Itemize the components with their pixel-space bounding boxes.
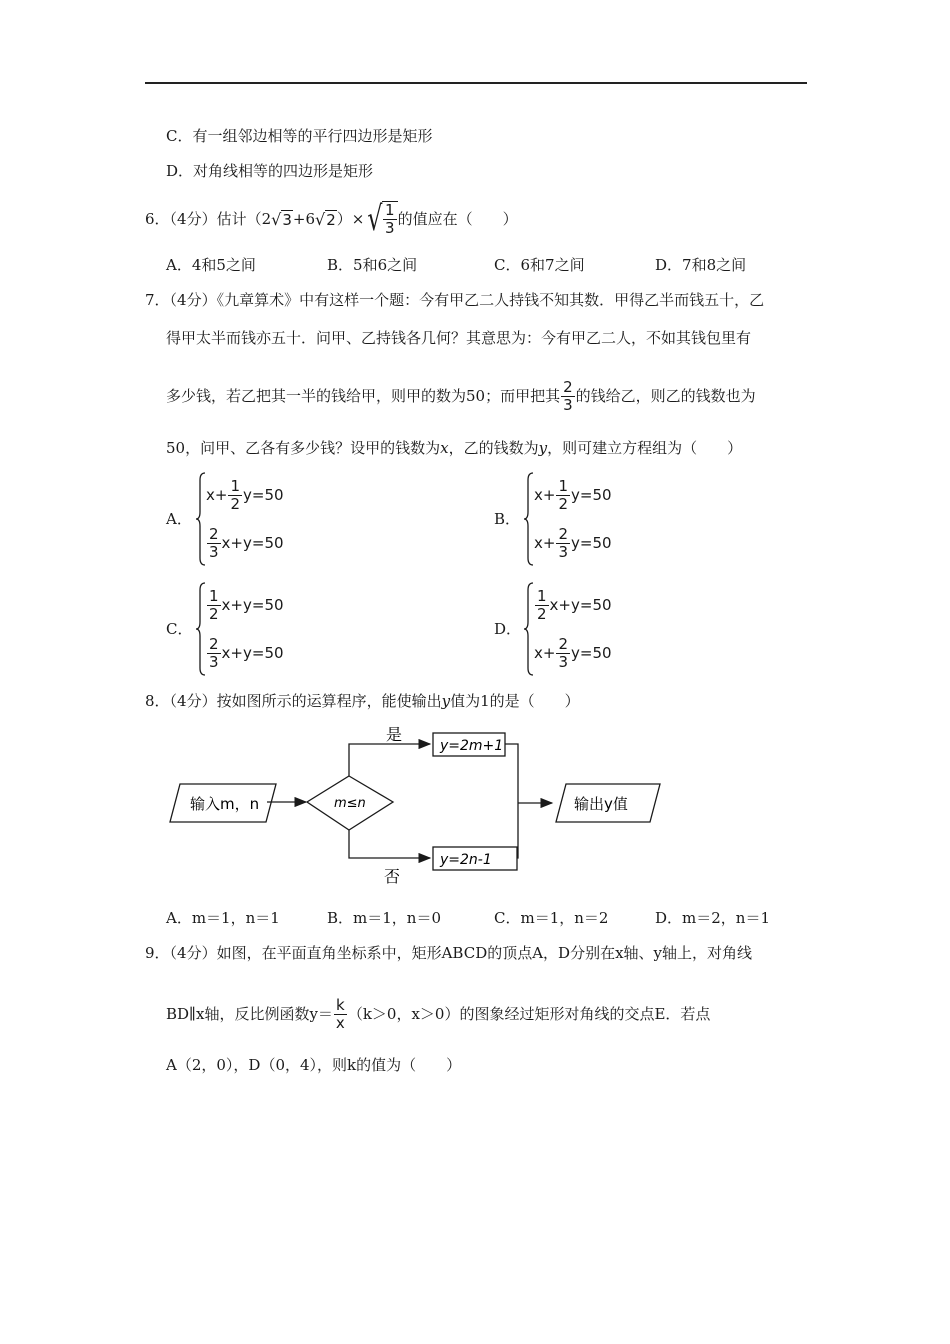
q7-line-3a: 多少钱，若乙把其一半的钱给甲，则甲的数为50；而甲把其 xyxy=(166,387,561,405)
yes-branch xyxy=(349,744,430,776)
sqrt-3: √ 3 xyxy=(271,209,292,229)
q6-plus: +6 xyxy=(292,210,316,228)
input-label: 输入m，n xyxy=(190,795,260,813)
q8-option-b: B．m＝1，n＝0 xyxy=(327,909,441,927)
eq-suffix: x+y=50 xyxy=(549,596,612,614)
eq-suffix: x+y=50 xyxy=(221,596,284,614)
q7-frac-den: 3 xyxy=(563,395,573,414)
equation xyxy=(534,472,612,518)
q7-line-4b: ，乙的钱数为 xyxy=(448,439,539,457)
q7-line-2: 得甲太半而钱亦五十．问甲、乙持钱各几何？其意思为：今有甲乙二人，不如其钱包里有 xyxy=(166,329,752,347)
eq-frac-num: 2 xyxy=(558,634,568,653)
q6-option-a: A．4和5之间 xyxy=(166,256,256,274)
equation xyxy=(534,520,612,566)
q5-option-c: C．有一组邻边相等的平行四边形是矩形 xyxy=(166,127,433,145)
equation xyxy=(206,520,284,566)
q8-flowchart xyxy=(160,720,670,890)
equation xyxy=(206,582,284,628)
q6-prefix: 6．（4分）估计（2 xyxy=(145,210,272,228)
q6-frac-den: 3 xyxy=(385,219,395,237)
eq-frac-num: 2 xyxy=(558,524,568,543)
brace-icon xyxy=(196,472,206,566)
eq-frac-den: 2 xyxy=(230,494,240,513)
q6-frac-num: 1 xyxy=(385,201,395,219)
eq-prefix: x+ xyxy=(206,486,228,504)
eq-frac-den: 3 xyxy=(558,652,568,671)
brace-icon xyxy=(524,472,534,566)
q7-line-1: 7．（4分）《九章算术》中有这样一个题：今有甲乙二人持钱不知其数．甲得乙半而钱五十，乙 xyxy=(145,291,765,309)
q9-frac-k: k xyxy=(336,995,345,1014)
q8-option-d: D．m＝2，n＝1 xyxy=(655,909,770,927)
eq-frac-num: 1 xyxy=(230,476,240,495)
q6-radicand-2: 2 xyxy=(326,210,336,229)
equation xyxy=(534,582,612,628)
box-top-label: y=2m+1 xyxy=(440,738,504,754)
eq-frac-num: 1 xyxy=(209,586,219,605)
eq-prefix: x+ xyxy=(534,534,556,552)
q7-frac-num: 2 xyxy=(563,377,573,396)
q6-option-d: D．7和8之间 xyxy=(655,256,747,274)
q8-stem-y: y xyxy=(441,692,451,710)
brace-icon xyxy=(196,582,206,676)
q5-option-d: D．对角线相等的四边形是矩形 xyxy=(166,162,374,180)
q7-line-4c: ，则可建立方程组为（ ） xyxy=(547,439,743,457)
q6-radicand-1: 3 xyxy=(282,210,292,229)
q8-stem xyxy=(145,691,580,711)
q7-line-4a: 50，问甲、乙各有多少钱？设甲的钱数为 xyxy=(166,439,441,457)
eq-frac-den: 3 xyxy=(209,542,219,561)
q9-frac-x: x xyxy=(335,1013,345,1032)
merge-line xyxy=(505,744,518,858)
eq-frac-den: 2 xyxy=(558,494,568,513)
equation xyxy=(534,630,612,676)
q7-line-3b: 的钱给乙，则乙的钱数也为 xyxy=(575,387,756,405)
q6-stem xyxy=(145,196,518,242)
q8-option-a: A．m＝1，n＝1 xyxy=(166,909,280,927)
option-label: C． xyxy=(166,620,193,638)
eq-frac-num: 2 xyxy=(209,524,219,543)
equation xyxy=(206,630,284,676)
eq-prefix: x+ xyxy=(534,486,556,504)
eq-suffix: y=50 xyxy=(571,534,612,552)
brace-icon xyxy=(524,582,534,676)
eq-frac-den: 3 xyxy=(209,652,219,671)
q7-line-3 xyxy=(166,374,756,418)
no-branch xyxy=(349,830,430,858)
box-bottom-label: y=2n-1 xyxy=(440,852,492,868)
header-rule xyxy=(145,82,807,84)
eq-suffix: x+y=50 xyxy=(221,644,284,662)
option-label: A． xyxy=(166,510,192,528)
eq-frac-den: 3 xyxy=(558,542,568,561)
q7-var-x: x xyxy=(440,439,449,457)
eq-frac-num: 2 xyxy=(209,634,219,653)
equation xyxy=(206,472,284,518)
eq-prefix: x+ xyxy=(534,644,556,662)
eq-frac-den: 2 xyxy=(537,604,547,623)
option-label: D． xyxy=(494,620,522,638)
q9-line-2a: BD∥x轴，反比例函数y＝ xyxy=(166,1005,333,1023)
q6-times: ）× xyxy=(336,210,365,228)
output-label: 输出y值 xyxy=(574,795,628,813)
q8-option-c: C．m＝1，n＝2 xyxy=(494,909,609,927)
no-label: 否 xyxy=(384,867,401,886)
eq-suffix: x+y=50 xyxy=(221,534,284,552)
eq-frac-den: 2 xyxy=(209,604,219,623)
eq-frac-num: 1 xyxy=(537,586,547,605)
q6-option-c: C．6和7之间 xyxy=(494,256,585,274)
q9-line-3: A（2，0），D（0，4），则k的值为（ ） xyxy=(166,1056,462,1074)
yes-label: 是 xyxy=(386,725,403,744)
q9-line-1: 9．（4分）如图，在平面直角坐标系中，矩形ABCD的顶点A，D分别在x轴、y轴上，对角线 xyxy=(145,944,753,962)
q7-var-y: y xyxy=(538,439,548,457)
q8-stem-b: 值为1的是（ ） xyxy=(450,692,580,710)
q6-suffix: 的值应在（ ） xyxy=(397,210,518,228)
eq-suffix: y=50 xyxy=(243,486,284,504)
sqrt-2: √ 2 xyxy=(315,209,336,229)
q9-line-2b: （k＞0，x＞0）的图象经过矩形对角线的交点E．若点 xyxy=(347,1005,711,1023)
q6-option-b: B．5和6之间 xyxy=(327,256,418,274)
decision-label: m≤n xyxy=(334,796,366,811)
q7-line-4 xyxy=(166,438,742,458)
eq-suffix: y=50 xyxy=(571,644,612,662)
eq-suffix: y=50 xyxy=(571,486,612,504)
sqrt-one-third: √ $\frac{1}{3}$ xyxy=(364,200,397,238)
q8-stem-a: 8．（4分）按如图所示的运算程序，能使输出 xyxy=(145,692,442,710)
eq-frac-num: 1 xyxy=(558,476,568,495)
q9-line-2 xyxy=(166,992,710,1036)
option-label: B． xyxy=(494,510,521,528)
